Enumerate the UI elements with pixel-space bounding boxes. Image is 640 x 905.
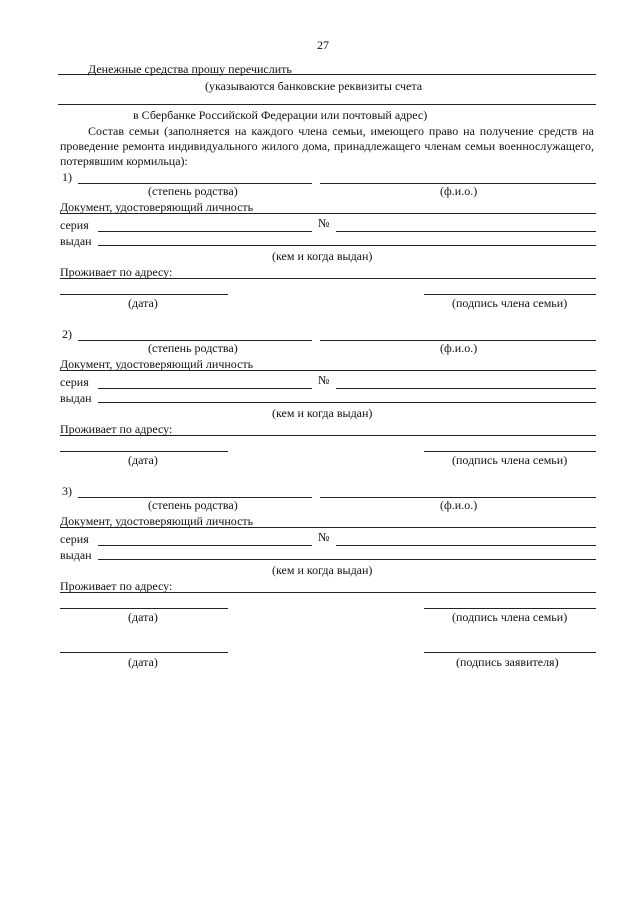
applicant-signature-label: (подпись заявителя) xyxy=(456,655,559,669)
id-document-line[interactable] xyxy=(60,527,596,528)
date-label: (дата) xyxy=(128,453,158,467)
signature-line[interactable] xyxy=(424,608,596,609)
series-label: серия xyxy=(60,375,89,389)
date-line[interactable] xyxy=(60,451,228,452)
series-label: серия xyxy=(60,532,89,546)
address-line[interactable] xyxy=(60,592,596,593)
applicant-date-line[interactable] xyxy=(60,652,228,653)
address-label: Проживает по адресу: xyxy=(60,579,173,593)
number-line[interactable] xyxy=(336,231,596,232)
page-number: 27 xyxy=(317,38,329,52)
issued-label: выдан xyxy=(60,391,92,405)
id-document-label: Документ, удостоверяющий личность xyxy=(60,200,254,214)
fio-label: (ф.и.о.) xyxy=(440,498,478,512)
signature-line[interactable] xyxy=(424,451,596,452)
member-signature-label: (подпись члена семьи) xyxy=(452,453,568,467)
fio-label: (ф.и.о.) xyxy=(440,341,478,355)
issued-by-label: (кем и когда выдан) xyxy=(272,563,373,577)
signature-line[interactable] xyxy=(424,294,596,295)
number-line[interactable] xyxy=(336,545,596,546)
date-line[interactable] xyxy=(60,294,228,295)
transfer-label: Денежные средства прошу перечислить xyxy=(88,62,292,76)
member-index: 2) xyxy=(62,327,72,341)
member-index: 1) xyxy=(62,170,72,184)
member-signature-label: (подпись члена семьи) xyxy=(452,610,568,624)
issued-line[interactable] xyxy=(98,559,596,560)
issued-by-label: (кем и когда выдан) xyxy=(272,249,373,263)
address-line[interactable] xyxy=(60,278,596,279)
date-label: (дата) xyxy=(128,610,158,624)
relation-label: (степень родства) xyxy=(148,184,238,198)
bank-details-line[interactable] xyxy=(58,104,596,105)
address-line[interactable] xyxy=(60,435,596,436)
member-signature-label: (подпись члена семьи) xyxy=(452,296,568,310)
bank-hint-cont: в Сбербанке Российской Федерации или почтовый адрес) xyxy=(133,108,428,122)
number-label: № xyxy=(318,216,330,230)
id-document-label: Документ, удостоверяющий личность xyxy=(60,357,254,371)
issued-by-label: (кем и когда выдан) xyxy=(272,406,373,420)
address-label: Проживает по адресу: xyxy=(60,265,173,279)
issued-label: выдан xyxy=(60,548,92,562)
series-line[interactable] xyxy=(98,231,312,232)
address-label: Проживает по адресу: xyxy=(60,422,173,436)
issued-line[interactable] xyxy=(98,402,596,403)
series-line[interactable] xyxy=(98,545,312,546)
issued-label: выдан xyxy=(60,234,92,248)
date-line[interactable] xyxy=(60,608,228,609)
number-label: № xyxy=(318,530,330,544)
member-index: 3) xyxy=(62,484,72,498)
id-document-label: Документ, удостоверяющий личность xyxy=(60,514,254,528)
family-paragraph: Состав семьи (заполняется на каждого члена семьи, имеющего право на получение средств на проведение ремонта индивидуального жилого дома, принадлежащего членам семьи военнослужащего, потерявшим кормильца): xyxy=(60,124,594,168)
id-document-line[interactable] xyxy=(60,213,596,214)
number-line[interactable] xyxy=(336,388,596,389)
series-label: серия xyxy=(60,218,89,232)
id-document-line[interactable] xyxy=(60,370,596,371)
fio-label: (ф.и.о.) xyxy=(440,184,478,198)
issued-line[interactable] xyxy=(98,245,596,246)
applicant-signature-line[interactable] xyxy=(424,652,596,653)
relation-label: (степень родства) xyxy=(148,498,238,512)
applicant-date-label: (дата) xyxy=(128,655,158,669)
date-label: (дата) xyxy=(128,296,158,310)
series-line[interactable] xyxy=(98,388,312,389)
bank-details-hint: (указываются банковские реквизиты счета xyxy=(205,79,423,93)
number-label: № xyxy=(318,373,330,387)
relation-label: (степень родства) xyxy=(148,341,238,355)
